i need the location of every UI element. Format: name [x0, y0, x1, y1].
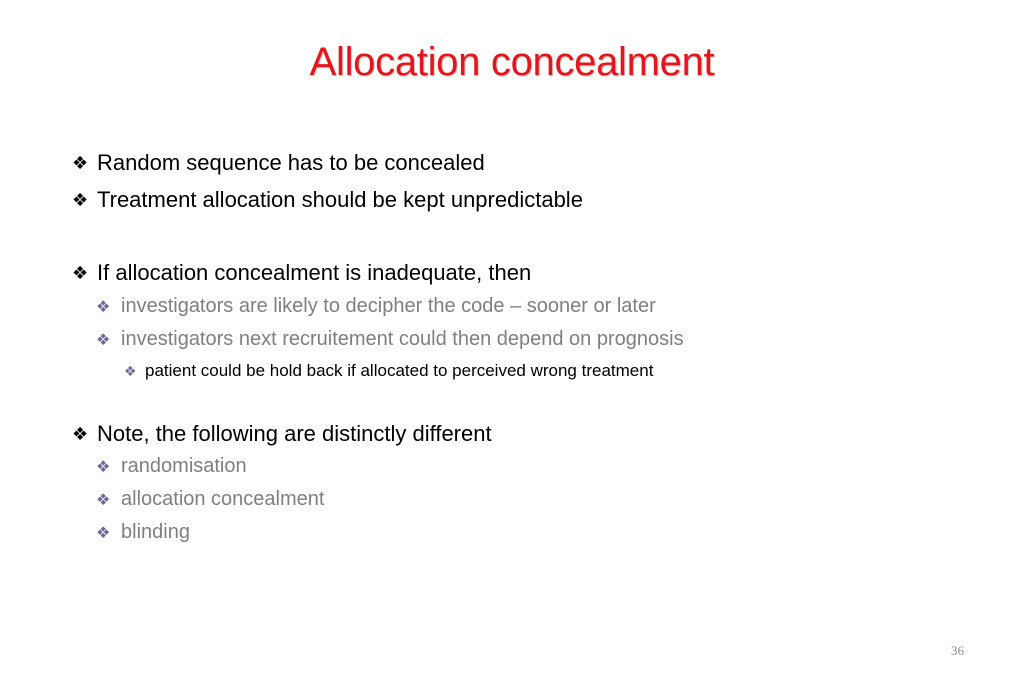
sub-bullet-item — [96, 488, 324, 511]
bullet-item — [72, 260, 531, 286]
bullet-text: Note, the following are distinctly different — [97, 421, 492, 446]
sub-bullet-text: randomisation — [121, 455, 247, 477]
diamond-bullet-icon: ❖ — [96, 458, 111, 476]
diamond-bullet-icon: ❖ — [72, 152, 89, 173]
sub-sub-bullet-item — [124, 361, 653, 381]
sub-bullet-item — [96, 328, 684, 351]
slide-title: Allocation concealment — [309, 40, 715, 84]
sub-bullet-text: investigators next recruitement could then depend on prognosis — [121, 328, 684, 350]
bullet-item — [72, 150, 485, 176]
bullet-text: If allocation concealment is inadequate, then — [97, 260, 532, 285]
bullet-item — [72, 187, 583, 213]
diamond-bullet-icon: ❖ — [96, 298, 111, 316]
diamond-bullet-icon: ❖ — [72, 189, 89, 210]
diamond-bullet-icon: ❖ — [72, 262, 89, 283]
sub-bullet-text: blinding — [121, 521, 190, 543]
bullet-text: Treatment allocation should be kept unpredictable — [97, 187, 583, 212]
page-number: 36 — [951, 643, 964, 658]
sub-sub-bullet-text: patient could be hold back if allocated to perceived wrong treatment — [145, 361, 654, 380]
sub-bullet-item — [96, 295, 656, 318]
diamond-bullet-icon: ❖ — [72, 423, 89, 444]
diamond-bullet-icon: ❖ — [96, 331, 111, 349]
bullet-text: Random sequence has to be concealed — [97, 150, 485, 175]
sub-bullet-item — [96, 455, 247, 478]
diamond-bullet-icon: ❖ — [124, 362, 137, 379]
diamond-bullet-icon: ❖ — [96, 491, 111, 509]
sub-bullet-item — [96, 521, 190, 544]
sub-bullet-text: investigators are likely to decipher the code – sooner or later — [121, 295, 656, 317]
diamond-bullet-icon: ❖ — [96, 524, 111, 542]
bullet-item — [72, 421, 492, 447]
sub-bullet-text: allocation concealment — [121, 488, 325, 510]
